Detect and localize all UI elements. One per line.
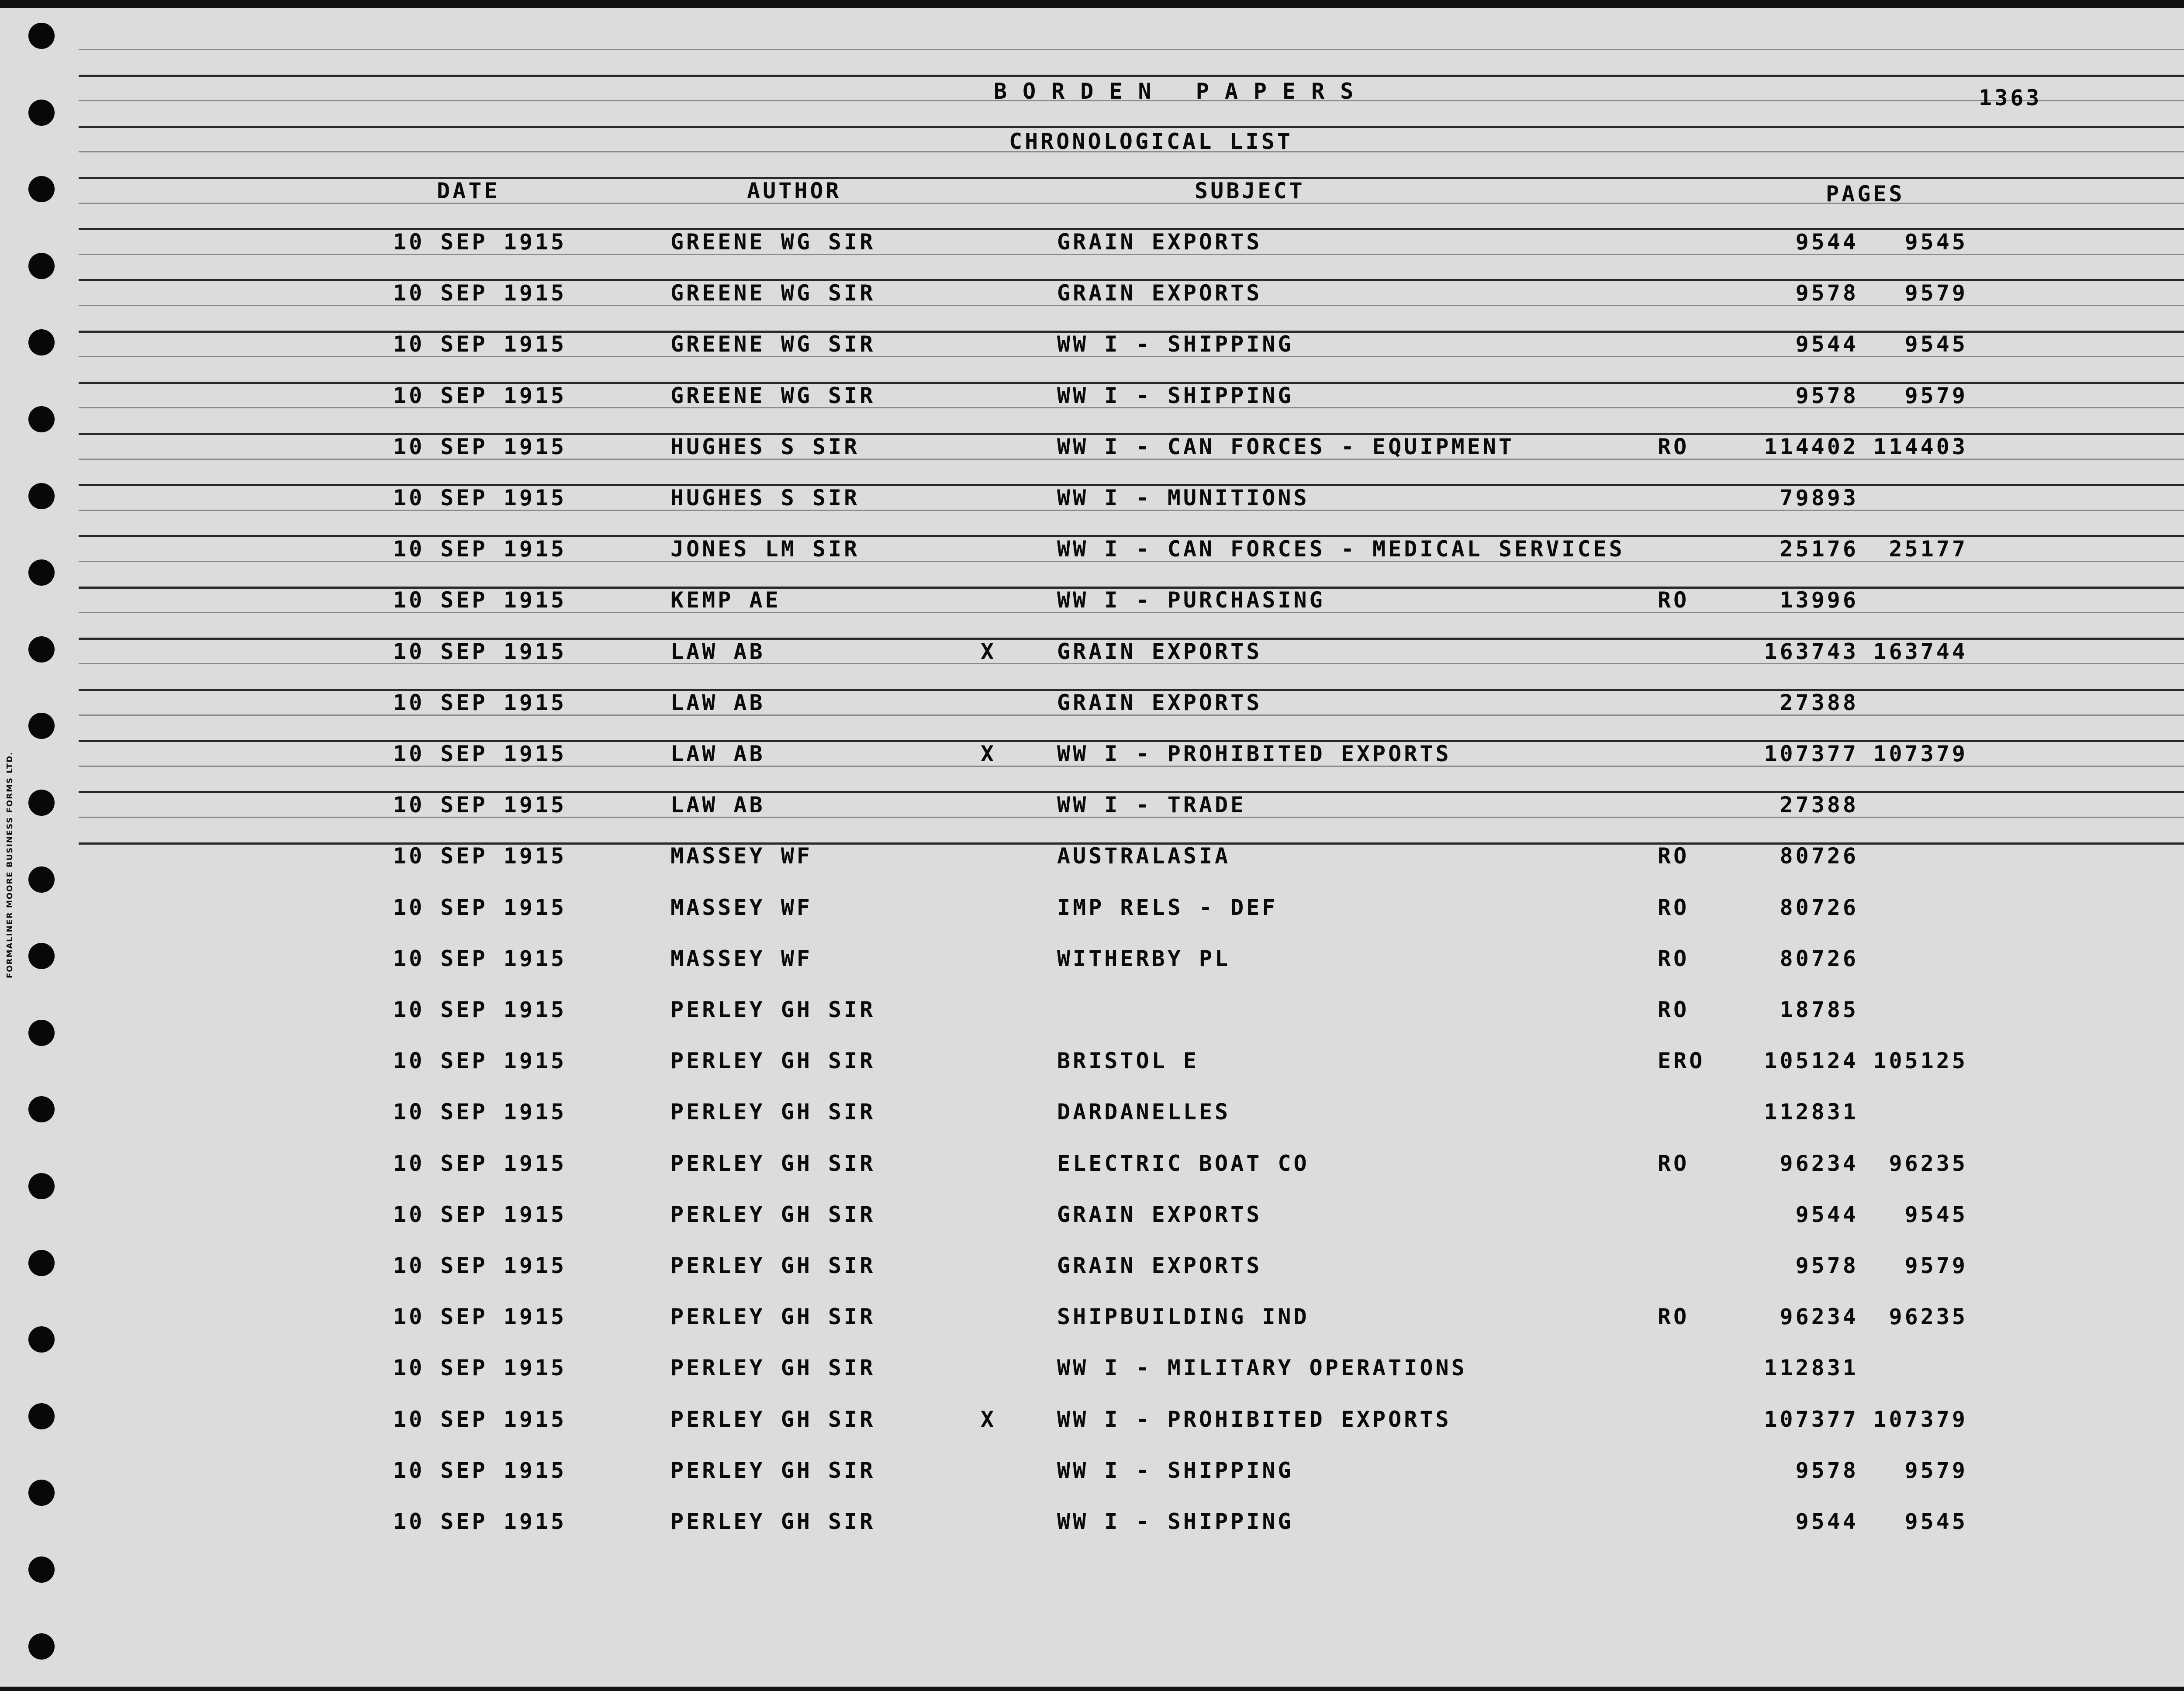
row-subject: GRAIN EXPORTS xyxy=(1057,639,1262,664)
row-date: 10 SEP 1915 xyxy=(393,1253,567,1278)
row-subject: WW I - MILITARY OPERATIONS xyxy=(1057,1355,1467,1380)
row-author: MASSEY WF xyxy=(670,895,812,920)
paper-bottom-edge xyxy=(0,1687,2184,1691)
row-page-to: 96235 xyxy=(1889,1151,1968,1176)
row-location-code: RO xyxy=(1658,434,1690,459)
row-author: HUGHES S SIR xyxy=(670,485,860,511)
row-date: 10 SEP 1915 xyxy=(393,383,567,408)
row-location-code: RO xyxy=(1658,1304,1690,1329)
row-date: 10 SEP 1915 xyxy=(393,1304,567,1329)
list-subtitle: CHRONOLOGICAL LIST xyxy=(1009,129,1293,154)
row-page-from: 80726 xyxy=(1780,843,1859,869)
row-subject: WW I - SHIPPING xyxy=(1057,383,1294,408)
row-date: 10 SEP 1915 xyxy=(393,280,567,306)
row-date: 10 SEP 1915 xyxy=(393,792,567,818)
row-page-to: 25177 xyxy=(1889,536,1968,562)
feed-hole xyxy=(28,23,55,49)
row-page-from: 112831 xyxy=(1764,1099,1859,1125)
row-subject: GRAIN EXPORTS xyxy=(1057,1202,1262,1227)
feed-hole xyxy=(28,1556,55,1583)
row-date: 10 SEP 1915 xyxy=(393,843,567,869)
feed-hole xyxy=(28,176,55,202)
row-page-from: 27388 xyxy=(1780,690,1859,715)
row-page-from: 80726 xyxy=(1780,946,1859,971)
row-date: 10 SEP 1915 xyxy=(393,587,567,613)
row-subject: WW I - SHIPPING xyxy=(1057,1509,1294,1534)
feed-hole xyxy=(28,559,55,586)
row-page-to: 105125 xyxy=(1873,1048,1968,1073)
row-date: 10 SEP 1915 xyxy=(393,536,567,562)
row-location-code: RO xyxy=(1658,587,1690,613)
column-header-subject: SUBJECT xyxy=(1195,178,1305,204)
row-date: 10 SEP 1915 xyxy=(393,1202,567,1227)
row-location-code: RO xyxy=(1658,1151,1690,1176)
rule-line xyxy=(79,75,2184,77)
row-date: 10 SEP 1915 xyxy=(393,946,567,971)
row-subject: WW I - TRADE xyxy=(1057,792,1247,818)
feed-hole xyxy=(28,406,55,432)
row-location-code: RO xyxy=(1658,895,1690,920)
row-author: GREENE WG SIR xyxy=(670,383,876,408)
row-page-to: 9579 xyxy=(1904,1458,1968,1483)
row-date: 10 SEP 1915 xyxy=(393,997,567,1022)
row-date: 10 SEP 1915 xyxy=(393,1509,567,1534)
row-page-from: 9544 xyxy=(1795,331,1859,357)
row-subject: BRISTOL E xyxy=(1057,1048,1199,1073)
row-subject: WW I - MUNITIONS xyxy=(1057,485,1310,511)
row-author: PERLEY GH SIR xyxy=(670,1407,876,1432)
row-page-from: 9578 xyxy=(1795,1253,1859,1278)
row-subject: GRAIN EXPORTS xyxy=(1057,1253,1262,1278)
row-author: PERLEY GH SIR xyxy=(670,1099,876,1125)
row-author: GREENE WG SIR xyxy=(670,331,876,357)
row-date: 10 SEP 1915 xyxy=(393,741,567,766)
row-subject: IMP RELS - DEF xyxy=(1057,895,1278,920)
row-exported-mark: X xyxy=(981,1407,997,1432)
row-date: 10 SEP 1915 xyxy=(393,1099,567,1125)
row-author: GREENE WG SIR xyxy=(670,280,876,306)
row-date: 10 SEP 1915 xyxy=(393,1355,567,1380)
row-page-from: 107377 xyxy=(1764,1407,1859,1432)
row-date: 10 SEP 1915 xyxy=(393,1458,567,1483)
row-author: MASSEY WF xyxy=(670,946,812,971)
feed-hole xyxy=(28,253,55,279)
row-page-from: 96234 xyxy=(1780,1151,1859,1176)
row-date: 10 SEP 1915 xyxy=(393,690,567,715)
row-author: PERLEY GH SIR xyxy=(670,1355,876,1380)
row-subject: ELECTRIC BOAT CO xyxy=(1057,1151,1310,1176)
row-author: PERLEY GH SIR xyxy=(670,1202,876,1227)
row-author: PERLEY GH SIR xyxy=(670,1048,876,1073)
row-author: MASSEY WF xyxy=(670,843,812,869)
column-header-author: AUTHOR xyxy=(747,178,842,204)
row-date: 10 SEP 1915 xyxy=(393,434,567,459)
row-page-from: 9578 xyxy=(1795,280,1859,306)
row-subject: WW I - PURCHASING xyxy=(1057,587,1325,613)
row-subject: DARDANELLES xyxy=(1057,1099,1231,1125)
rule-line xyxy=(79,126,2184,128)
row-subject: GRAIN EXPORTS xyxy=(1057,690,1262,715)
row-page-to: 9545 xyxy=(1904,1202,1968,1227)
row-page-from: 9544 xyxy=(1795,229,1859,255)
feed-hole xyxy=(28,1403,55,1429)
row-page-from: 163743 xyxy=(1764,639,1859,664)
row-author: LAW AB xyxy=(670,741,765,766)
document-title: BORDEN PAPERS xyxy=(994,79,1369,104)
row-location-code: ERO xyxy=(1658,1048,1705,1073)
feed-hole xyxy=(28,483,55,509)
column-header-pages: PAGES xyxy=(1826,181,1905,207)
row-page-from: 114402 xyxy=(1764,434,1859,459)
row-page-to: 9579 xyxy=(1904,1253,1968,1278)
row-author: LAW AB xyxy=(670,639,765,664)
row-page-from: 9578 xyxy=(1795,383,1859,408)
feed-hole xyxy=(28,1096,55,1122)
row-page-from: 25176 xyxy=(1780,536,1859,562)
row-date: 10 SEP 1915 xyxy=(393,639,567,664)
row-subject: WW I - SHIPPING xyxy=(1057,1458,1294,1483)
row-page-to: 9545 xyxy=(1904,229,1968,255)
row-exported-mark: X xyxy=(981,741,997,766)
row-subject: WW I - SHIPPING xyxy=(1057,331,1294,357)
row-location-code: RO xyxy=(1658,997,1690,1022)
row-subject: WW I - CAN FORCES - EQUIPMENT xyxy=(1057,434,1514,459)
row-date: 10 SEP 1915 xyxy=(393,485,567,511)
row-author: PERLEY GH SIR xyxy=(670,1253,876,1278)
feed-hole xyxy=(28,713,55,739)
row-author: PERLEY GH SIR xyxy=(670,1304,876,1329)
row-page-to: 9579 xyxy=(1904,383,1968,408)
row-subject: GRAIN EXPORTS xyxy=(1057,229,1262,255)
rule-line xyxy=(79,49,2184,50)
feed-hole xyxy=(28,943,55,969)
row-date: 10 SEP 1915 xyxy=(393,331,567,357)
row-author: GREENE WG SIR xyxy=(670,229,876,255)
page-number: 1363 xyxy=(1979,85,2042,110)
row-author: HUGHES S SIR xyxy=(670,434,860,459)
feed-hole xyxy=(28,1250,55,1276)
feed-hole xyxy=(28,636,55,663)
row-page-from: 105124 xyxy=(1764,1048,1859,1073)
row-subject: WW I - CAN FORCES - MEDICAL SERVICES xyxy=(1057,536,1625,562)
row-page-to: 163744 xyxy=(1873,639,1968,664)
row-page-from: 107377 xyxy=(1764,741,1859,766)
row-page-to: 9545 xyxy=(1904,331,1968,357)
row-subject: AUSTRALASIA xyxy=(1057,843,1231,869)
row-page-from: 96234 xyxy=(1780,1304,1859,1329)
row-author: LAW AB xyxy=(670,690,765,715)
feed-hole xyxy=(28,1173,55,1199)
row-date: 10 SEP 1915 xyxy=(393,1407,567,1432)
feed-hole xyxy=(28,1326,55,1353)
row-author: JONES LM SIR xyxy=(670,536,860,562)
row-author: KEMP AE xyxy=(670,587,781,613)
row-author: PERLEY GH SIR xyxy=(670,1151,876,1176)
row-page-from: 18785 xyxy=(1780,997,1859,1022)
row-page-from: 9578 xyxy=(1795,1458,1859,1483)
row-location-code: RO xyxy=(1658,843,1690,869)
rule-line xyxy=(79,177,2184,179)
row-author: LAW AB xyxy=(670,792,765,818)
row-author: PERLEY GH SIR xyxy=(670,1509,876,1534)
row-page-from: 112831 xyxy=(1764,1355,1859,1380)
row-page-from: 9544 xyxy=(1795,1509,1859,1534)
feed-hole xyxy=(28,329,55,355)
printer-form-imprint: FORMALINER MOORE BUSINESS FORMS LTD. xyxy=(5,751,14,978)
row-page-to: 107379 xyxy=(1873,741,1968,766)
feed-hole xyxy=(28,866,55,893)
row-exported-mark: X xyxy=(981,639,997,664)
row-page-to: 114403 xyxy=(1873,434,1968,459)
feed-hole xyxy=(28,790,55,816)
row-date: 10 SEP 1915 xyxy=(393,1048,567,1073)
row-page-from: 9544 xyxy=(1795,1202,1859,1227)
row-page-to: 107379 xyxy=(1873,1407,1968,1432)
row-page-from: 79893 xyxy=(1780,485,1859,511)
row-date: 10 SEP 1915 xyxy=(393,229,567,255)
row-date: 10 SEP 1915 xyxy=(393,895,567,920)
row-page-from: 13996 xyxy=(1780,587,1859,613)
row-author: PERLEY GH SIR xyxy=(670,1458,876,1483)
row-subject: SHIPBUILDING IND xyxy=(1057,1304,1310,1329)
row-subject: WW I - PROHIBITED EXPORTS xyxy=(1057,741,1451,766)
row-page-to: 9545 xyxy=(1904,1509,1968,1534)
row-author: PERLEY GH SIR xyxy=(670,997,876,1022)
row-date: 10 SEP 1915 xyxy=(393,1151,567,1176)
row-page-from: 27388 xyxy=(1780,792,1859,818)
paper-top-edge xyxy=(0,0,2184,8)
feed-hole xyxy=(28,1633,55,1660)
row-subject: GRAIN EXPORTS xyxy=(1057,280,1262,306)
feed-hole xyxy=(28,1020,55,1046)
row-subject: WW I - PROHIBITED EXPORTS xyxy=(1057,1407,1451,1432)
row-page-to: 96235 xyxy=(1889,1304,1968,1329)
row-page-to: 9579 xyxy=(1904,280,1968,306)
row-page-from: 80726 xyxy=(1780,895,1859,920)
row-location-code: RO xyxy=(1658,946,1690,971)
feed-hole xyxy=(28,100,55,126)
row-subject: WITHERBY PL xyxy=(1057,946,1231,971)
column-header-date: DATE xyxy=(437,178,500,204)
feed-hole xyxy=(28,1480,55,1506)
